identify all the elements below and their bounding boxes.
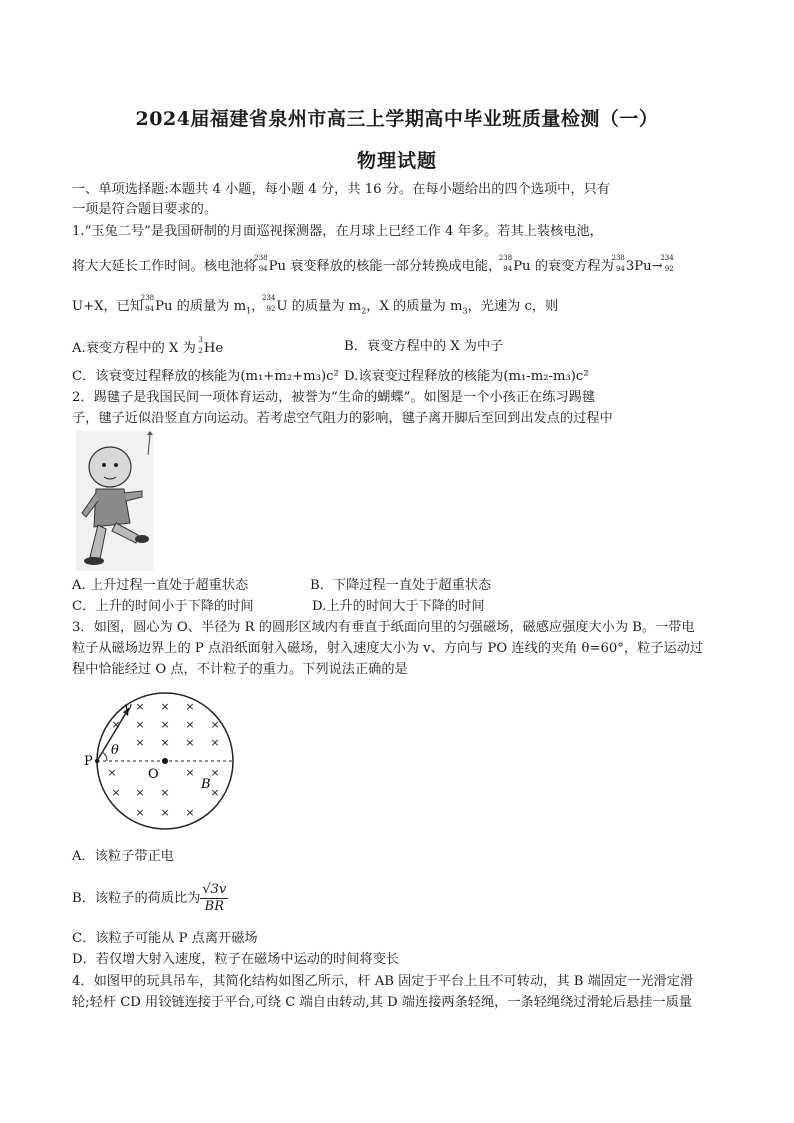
section-intro-line2: 一项是符合题目要求的。 [72, 202, 218, 217]
label-p: P [84, 754, 93, 769]
q3-line3: 程中恰能经过 O 点，不计粒子的重力。下列说法正确的是 [72, 662, 408, 677]
label-v: v [124, 700, 132, 716]
pu-isotope-4: 238 94 [140, 294, 155, 313]
label-o: O [148, 767, 159, 782]
svg-text:×: × [210, 736, 220, 749]
svg-text:×: × [210, 718, 220, 731]
q4-line1: 4．如图甲的玩具吊车，其简化结构如图乙所示，杆 AB 固定于平台上且不可转动，其 B 端固定一光滑定滑 [72, 974, 694, 989]
svg-text:×: × [185, 718, 195, 731]
svg-text:×: × [135, 786, 145, 799]
label-theta: θ [111, 743, 119, 758]
q1-option-d: D.该衰变过程释放的核能为(m₁-m₂-m₃)c² [344, 369, 589, 384]
q2-line1: 2．踢毽子是我国民间一项体育运动，被誉为“生命的蝴蝶”。如图是一个小孩正在练习踢毽 [72, 390, 595, 405]
pu-isotope-2: 238 94 [498, 254, 513, 273]
magnetic-field-diagram [74, 690, 246, 840]
exam-subtitle: 物理试题 [356, 150, 437, 172]
q2-option-a: A. 上升过程一直处于超重状态 [72, 578, 249, 593]
svg-text:×: × [185, 806, 195, 819]
q3-option-a: A．该粒子带正电 [72, 849, 174, 864]
q4-line2: 轮;轻杆 CD 用铰链连接于平台,可绕 C 端自由转动,其 D 端连接两条轻绳，一条轻绳绕过滑轮后悬挂一质量 [72, 995, 692, 1010]
svg-text:×: × [111, 786, 121, 799]
exam-title: 2024届福建省泉州市高三上学期高中毕业班质量检测（一） [135, 108, 659, 130]
q1-option-b: B．衰变方程中的 X 为中子 [344, 339, 504, 354]
charge-mass-ratio-fraction: $\frac{√3v}{BR}$ [202, 882, 227, 914]
q1-line2 [72, 256, 675, 276]
svg-text:×: × [185, 700, 195, 713]
svg-text:×: × [160, 736, 170, 749]
svg-text:×: × [210, 786, 220, 799]
q1-line2-d: 3Pu→ [625, 259, 663, 274]
svg-text:×: × [185, 736, 195, 749]
svg-text:×: × [107, 766, 117, 779]
svg-text:×: × [135, 718, 145, 731]
svg-text:×: × [135, 806, 145, 819]
he-isotope: 3 2 [198, 336, 203, 355]
svg-text:×: × [160, 718, 170, 731]
svg-text:×: × [135, 736, 145, 749]
q1-line3: U+X，已知 238 94 Pu 的质量为 $m_1$， 234 92 U 的质量为 $m_2$，X 的质量为 $m_3$，光速为 c，则 [72, 294, 559, 316]
q1-line2-a: 将大大延长工作时间。核电池将 [72, 259, 257, 274]
q1-line2-b: Pu 衰变释放的核能一部分转换成电能， [268, 259, 502, 274]
q2-option-c: C．上升的时间小于下降的时间 [72, 599, 254, 614]
q3-line1: 3．如图，圆心为 O、半径为 R 的圆形区域内有垂直于纸面向里的匀强磁场，磁感应强度大小为 B。一带电 [72, 620, 695, 635]
kid-kicking-shuttlecock-image [76, 431, 154, 571]
svg-text:×: × [160, 786, 170, 799]
svg-text:×: × [135, 700, 145, 713]
q1-line2-c: Pu 的衰变方程为 [513, 259, 614, 274]
svg-text:×: × [160, 806, 170, 819]
svg-text:×: × [111, 718, 121, 731]
section-intro-line1: 一、单项选择题:本题共 4 小题，每小题 4 分，共 16 分。在每小题给出的四个选项中，只有 [72, 182, 610, 197]
u-isotope: 234 92 [660, 254, 674, 273]
svg-text:×: × [160, 700, 170, 713]
label-b: B [201, 777, 211, 792]
pu-isotope: 238 94 [254, 254, 268, 273]
q3-option-c: C．该粒子可能从 P 点离开磁场 [72, 931, 258, 946]
q2-option-d: D.上升的时间大于下降的时间 [312, 599, 485, 614]
q2-option-b: B．下降过程一直处于超重状态 [310, 578, 492, 593]
q3-line2: 粒子从磁场边界上的 P 点沿纸面射入磁场，射入速度大小为 v、方向与 PO 连线的夹角 θ=60°，粒子运动过 [72, 641, 704, 656]
svg-text:×: × [185, 766, 195, 779]
center-point [162, 758, 168, 764]
q1-option-c: C．该衰变过程释放的核能为(m₁+m₂+m₃)c² [72, 369, 339, 384]
u-isotope-2: 234 92 [262, 294, 276, 313]
q1-line1: 1.“玉兔二号”是我国研制的月面巡视探测器，在月球上已经工作 4 年多。若其上装核电池， [72, 224, 603, 239]
q3-option-b: B．该粒子的荷质比为 $\frac{√3v}{BR}$ [72, 882, 227, 914]
q2-line2: 子，毽子近似沿竖直方向运动。若考虑空气阻力的影响，毽子离开脚后至回到出发点的过程中 [72, 411, 613, 426]
q1-option-a: A.衰变方程中的 X 为 3 2 He [72, 336, 224, 356]
q3-option-d: D．若仅增大射入速度，粒子在磁场中运动的时间将变长 [72, 952, 400, 967]
pu-isotope-3: 238 94 [611, 254, 625, 273]
svg-text:×: × [210, 766, 220, 779]
